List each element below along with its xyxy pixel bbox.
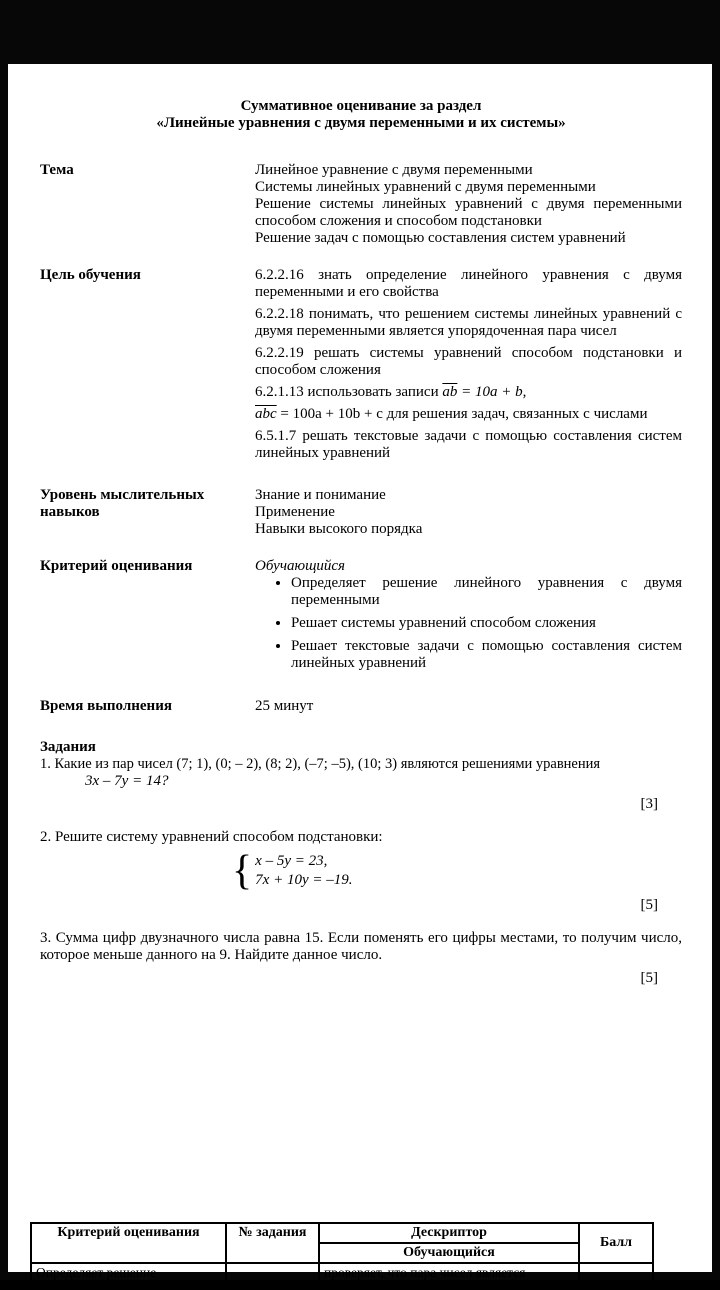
system-equation-2: 7x + 10y = –19. bbox=[255, 872, 353, 888]
skills-label: Уровень мыслительных навыков bbox=[40, 487, 205, 520]
skills-value bbox=[255, 487, 682, 538]
criteria-intro: Обучающийся bbox=[255, 558, 346, 574]
goal-item-math bbox=[255, 384, 682, 401]
section-thinking-skills bbox=[40, 487, 682, 538]
time-text: 25 минут bbox=[255, 698, 314, 714]
goal-math-prefix: 6.2.1.13 использовать записи bbox=[255, 384, 443, 400]
task2-text: 2. Решите систему уравнений способом подстановки: bbox=[40, 829, 383, 845]
doc-title bbox=[40, 98, 682, 132]
topic-label: Тема bbox=[40, 162, 74, 178]
skills-line: Знание и понимание bbox=[255, 487, 386, 503]
goal-item-math bbox=[255, 406, 682, 423]
task3-text: 3. Сумма цифр двузначного числа равна 15. Если поменять его цифры местами, то получим число, которое меньше данного на 9. Найдите данное число. bbox=[40, 930, 682, 963]
topic-line: Линейное уравнение с двумя переменными bbox=[255, 162, 533, 178]
system-equations bbox=[255, 852, 352, 890]
goal-value bbox=[255, 267, 682, 467]
system-brace: { bbox=[232, 848, 253, 894]
section-assessment-criteria bbox=[40, 558, 682, 678]
goal-item: 6.5.1.7 решать текстовые задачи с помощью составления систем линейных уравнений bbox=[255, 428, 682, 461]
rubric-header-score: Балл bbox=[579, 1223, 653, 1263]
task1-text: 1. Какие из пар чисел (7; 1), (0; – 2), (8; 2), (–7; –5), (10; 3) являются решениями уравнения bbox=[40, 756, 601, 772]
overline-abc: $\overline{abc}$ bbox=[255, 406, 277, 422]
section-topic bbox=[40, 162, 682, 247]
goal-item: 6.2.2.19 решать системы уравнений способом подстановки и способом сложения bbox=[255, 345, 682, 378]
criteria-bullet: • Решает текстовые задачи с помощью составления систем линейных уравнений bbox=[291, 638, 682, 672]
system-equation-1: x – 5y = 23, bbox=[255, 853, 328, 869]
rubric-header-task-number: № задания bbox=[226, 1223, 319, 1263]
goal-item: 6.2.2.16 знать определение линейного уравнения с двумя переменными и его свойства bbox=[255, 267, 682, 300]
time-value bbox=[255, 698, 682, 715]
topic-value bbox=[255, 162, 682, 247]
rubric-cell-task-number bbox=[226, 1263, 319, 1289]
overline-ab: $\overline{ab}$ bbox=[442, 384, 458, 400]
topic-line: Решение системы линейных уравнений с двумя переменными способом сложения и способом подстановки bbox=[255, 196, 682, 229]
skills-line: Применение bbox=[255, 504, 335, 520]
rubric-subheader-student: Обучающийся bbox=[319, 1243, 579, 1263]
goal-math-rest: = 100a + 10b + c для решения задач, связанных с числами bbox=[276, 406, 648, 422]
doc-title-line1: Суммативное оценивание за раздел bbox=[240, 98, 482, 114]
rubric-table bbox=[30, 1222, 654, 1290]
topic-line: Системы линейных уравнений с двумя переменными bbox=[255, 179, 596, 195]
goal-math-rest: = 10a + b, bbox=[457, 384, 527, 400]
time-label: Время выполнения bbox=[40, 698, 172, 714]
task2-equation-system bbox=[232, 848, 682, 894]
section-time bbox=[40, 698, 682, 715]
criteria-label: Критерий оценивания bbox=[40, 558, 193, 574]
rubric-cell-descriptor: проверяет, что пара чисел является bbox=[319, 1263, 579, 1289]
tasks-heading: Задания bbox=[40, 739, 96, 755]
criteria-value bbox=[255, 558, 682, 678]
task2-score: [5] bbox=[640, 897, 658, 913]
task3-score: [5] bbox=[640, 970, 658, 986]
doc-title-line2: «Линейные уравнения с двумя переменными и их системы» bbox=[156, 115, 566, 131]
criteria-list bbox=[255, 575, 682, 672]
goal-item: 6.2.2.18 понимать, что решением системы линейных уравнений с двумя переменными является упорядоченная пара чисел bbox=[255, 306, 682, 339]
rubric-cell-score bbox=[579, 1263, 653, 1289]
document-page bbox=[8, 64, 712, 1280]
skills-line: Навыки высокого порядка bbox=[255, 521, 423, 537]
criteria-bullet: • Решает системы уравнений способом сложения bbox=[291, 615, 682, 632]
section-learning-goal bbox=[40, 267, 682, 467]
criteria-bullet: • Определяет решение линейного уравнения с двумя переменными bbox=[291, 575, 682, 609]
task1-score: [3] bbox=[640, 796, 658, 812]
goal-label: Цель обучения bbox=[40, 267, 141, 283]
task1-equation: 3x – 7y = 14? bbox=[85, 773, 169, 789]
topic-line: Решение задач с помощью составления систем уравнений bbox=[255, 230, 626, 246]
rubric-cell-criterion: Определяет решение bbox=[31, 1263, 226, 1289]
rubric-header-descriptor: Дескриптор bbox=[319, 1223, 579, 1243]
document-content bbox=[8, 64, 712, 987]
section-tasks bbox=[40, 739, 682, 987]
rubric-header-criterion: Критерий оценивания bbox=[31, 1223, 226, 1263]
